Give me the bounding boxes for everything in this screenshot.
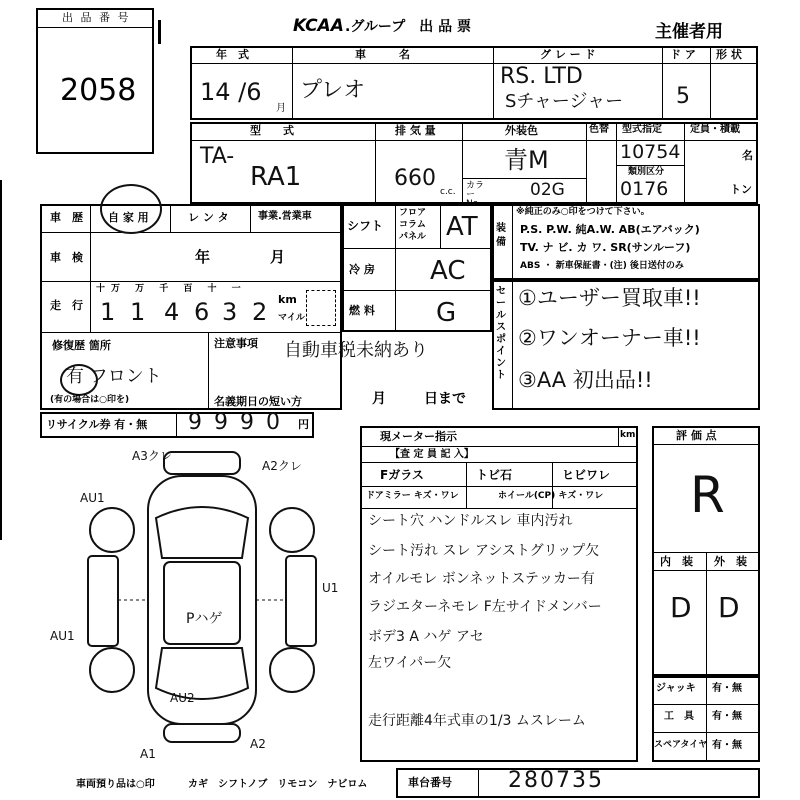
interior-score: D	[670, 591, 692, 624]
diagram-label-rear-left: A1	[140, 747, 156, 761]
diagram-label-left-lower: AU1	[50, 629, 75, 643]
diagram-label-rear-right: A2	[250, 737, 266, 751]
equipment-header: 装 備	[496, 223, 516, 248]
remark-line: ラジエターネモレ F左サイドメンバー	[368, 599, 602, 615]
shift-header: シフト	[347, 219, 384, 233]
divider	[706, 552, 707, 676]
diagram-label-left-upper: AU1	[80, 491, 105, 505]
diagram-label-front-right: A2クレ	[262, 459, 302, 473]
category-value: 0176	[620, 178, 669, 200]
diagram-label-rear-center: AU2	[170, 691, 195, 705]
capacity-unit: 名	[742, 149, 753, 162]
equipment-line-3: ABS ・ 新車保証書・(注) 後日送付のみ	[520, 261, 684, 271]
diagram-label-right-mid: U1	[322, 581, 339, 595]
glass-stone: トビ石	[476, 468, 513, 482]
sales-point-3: ③AA 初出品!!	[518, 368, 653, 392]
divider	[360, 446, 638, 447]
footer-label: 車両預り品は○印	[76, 779, 155, 790]
history-private-circle	[100, 184, 162, 234]
lot-number-label: 出 品 番 号	[62, 11, 131, 24]
remark-line: ボデ3 A ハゲ アセ	[368, 629, 484, 645]
score-value: R	[690, 466, 725, 524]
divider	[710, 46, 711, 120]
year-suffix: 月	[276, 103, 286, 114]
recycle-header: リサイクル券 有・無	[46, 418, 148, 431]
car-name-value: プレオ	[300, 78, 366, 103]
displacement-value: 660	[394, 166, 436, 191]
chassis-header: 車台番号	[408, 776, 452, 789]
divider	[552, 462, 553, 508]
footer-items: カギ シフトノブ リモコン ナビロム	[188, 779, 368, 790]
divider	[170, 204, 171, 232]
meter-header: 現メーター指示	[380, 430, 457, 443]
history-rental: レ ン タ	[188, 211, 229, 224]
history-business: 事業.営業車	[258, 211, 312, 222]
diagram-label-front-left: A3クレ	[132, 449, 172, 463]
load-unit: トン	[730, 183, 752, 196]
car-history-header: 車 歴	[50, 211, 83, 224]
model-header: 型 式	[250, 124, 294, 137]
model-value-2: RA1	[250, 162, 302, 192]
inspection-year: 年	[195, 248, 211, 266]
car-name-header: 車 名	[355, 48, 410, 61]
divider	[40, 232, 342, 233]
shape-header: 形 状	[716, 48, 742, 61]
brand-logo: KCAA	[293, 16, 344, 36]
type-spec-value: 10754	[620, 141, 681, 163]
mirror-label: ドアミラー キズ・ワレ	[366, 491, 459, 501]
cooler-header: 冷 房	[349, 263, 375, 276]
wheel-label: ホイール(CP) キズ・ワレ	[498, 491, 604, 501]
divider	[292, 46, 293, 120]
lot-number: 2058	[60, 73, 137, 108]
type-spec-header: 型式指定	[622, 124, 662, 135]
mileage-digit: 6	[194, 298, 210, 326]
divider	[662, 46, 663, 120]
remark-line: オイルモレ ボンネットステッカー有	[368, 571, 595, 587]
fuel-value: G	[436, 298, 457, 328]
equipment-note: ※純正のみ○印をつけて下さい。	[516, 207, 650, 217]
model-value-1: TA-	[200, 144, 235, 169]
divider	[478, 768, 479, 798]
name-change-month: 月	[372, 391, 386, 407]
cooler-value: AC	[430, 256, 466, 286]
mileage-digit: 2	[252, 298, 268, 326]
color-change-header: 色替	[589, 124, 609, 135]
year-header: 年 式	[216, 48, 249, 61]
capacity-header: 定員・積載	[690, 124, 740, 135]
notes-header: 注意事項	[214, 337, 258, 350]
inspection-header: 車 検	[50, 251, 83, 264]
exterior-header: 外 装	[714, 555, 747, 568]
divider	[616, 165, 684, 166]
divider	[342, 248, 492, 249]
page-edge	[158, 20, 161, 44]
name-change-header: 名義期日の短い方	[214, 395, 302, 408]
divider	[176, 412, 177, 438]
divider	[493, 46, 494, 120]
remark-line: シート穴 ハンドルスレ 車内汚れ	[368, 513, 573, 529]
mileage-units: 十万 万 千 百 十 一	[96, 284, 247, 294]
exterior-color-value: 青M	[504, 146, 549, 174]
color-no-label: カラー No.	[466, 181, 485, 209]
interior-header: 内 装	[660, 555, 693, 568]
divider	[342, 290, 492, 291]
mile-checkbox	[306, 290, 336, 326]
recycle-digit: 0	[266, 410, 280, 435]
mileage-header: 走 行	[50, 299, 83, 312]
grade-value-1: RS. LTD	[500, 64, 583, 89]
recycle-digit: 9	[214, 410, 228, 435]
mileage-digit: 4	[164, 298, 180, 326]
divider	[360, 508, 638, 509]
jack-yes-no: 有・無	[712, 683, 742, 694]
repair-yes-circle	[60, 364, 98, 396]
km-label: km	[278, 293, 297, 306]
grade-value-2: Sチャージャー	[505, 91, 624, 112]
repair-header: 修復歴 箇所	[52, 339, 111, 352]
mileage-digit: 1	[100, 298, 116, 326]
divider	[512, 280, 513, 410]
grade-header: グ レ ー ド	[540, 48, 596, 61]
divider	[618, 426, 619, 446]
spare-label: スペアタイヤ	[654, 740, 708, 750]
divider	[466, 462, 467, 508]
divider	[616, 122, 617, 204]
divider	[40, 332, 342, 333]
divider	[586, 122, 587, 204]
divider	[360, 462, 638, 463]
equipment-line-1: P.S. P.W. 純A.W. AB(エアバック)	[520, 223, 700, 236]
exterior-color-header: 外装色	[505, 124, 538, 137]
spare-yes-no: 有・無	[712, 740, 742, 751]
organizer-label: 主催者用	[655, 22, 723, 42]
doors-header: ド ア	[670, 48, 696, 61]
remark-line: 左ワイパー欠	[368, 655, 452, 671]
tool-yes-no: 有・無	[712, 711, 742, 722]
exterior-score: D	[718, 591, 740, 624]
history-private: 自 家 用	[108, 211, 149, 224]
displacement-header: 排 気 量	[395, 124, 436, 137]
divider	[360, 486, 638, 487]
name-change-day: 日まで	[424, 391, 466, 407]
cc-unit: c.c.	[440, 187, 456, 197]
divider	[37, 27, 153, 28]
inspection-month: 月	[270, 248, 286, 266]
divider	[40, 281, 342, 282]
shift-value: AT	[446, 212, 478, 242]
score-header: 評 価 点	[676, 429, 717, 442]
color-code-value: 02G	[530, 180, 565, 200]
sales-point-2: ②ワンオーナー車!!	[518, 326, 701, 350]
chassis-number: 280735	[508, 768, 604, 793]
divider	[462, 178, 586, 179]
diagram-label-roof: Pハゲ	[186, 611, 223, 627]
divider	[208, 332, 209, 410]
notes-value: 自動車税未納あり	[284, 340, 428, 361]
glass-crack: ヒビワレ	[562, 468, 611, 482]
divider	[250, 204, 251, 232]
sheet-title: .グループ 出 品 票	[345, 19, 471, 35]
tool-label: 工 具	[664, 711, 694, 722]
remark-line: 走行距離4年式車の1/3 ムスレーム	[368, 713, 586, 729]
fuel-header: 燃 料	[349, 304, 375, 317]
shift-options: フロア コラム パネル	[399, 208, 427, 242]
divider	[652, 444, 760, 445]
remark-line: シート汚れ スレ アシストグリップ欠	[368, 543, 600, 559]
sales-point-1: ①ユーザー買取車!!	[518, 286, 701, 310]
doors-value: 5	[676, 84, 690, 109]
divider	[684, 122, 685, 204]
year-value: 14 /6	[200, 78, 262, 106]
glass-label: Fガラス	[380, 468, 424, 482]
mileage-digit: 3	[222, 298, 238, 326]
meter-unit: km	[620, 430, 636, 440]
page-edge	[0, 180, 2, 540]
divider	[440, 204, 441, 248]
recycle-digit: 9	[240, 410, 254, 435]
repair-note: (有の場合は○印を)	[50, 395, 130, 405]
recycle-digit: 9	[188, 410, 211, 435]
sales-point-header: セールスポイント	[496, 286, 506, 381]
equipment-line-2: TV. ナ ビ. カ ワ. SR(サンルーフ)	[520, 241, 691, 254]
divider	[395, 204, 396, 332]
category-label: 類別区分	[628, 167, 665, 177]
recycle-unit: 円	[298, 418, 309, 431]
divider	[90, 204, 91, 332]
mile-label: マイル	[278, 313, 305, 323]
divider	[462, 122, 463, 204]
repair-value: 有 フロント	[66, 366, 162, 387]
mileage-digit: 1	[130, 298, 146, 326]
divider	[190, 63, 758, 64]
divider	[375, 122, 376, 204]
appraiser-header: 【査 定 員 記 入】	[390, 449, 474, 460]
divider	[512, 204, 513, 280]
jack-label: ジャッキ	[656, 683, 696, 694]
